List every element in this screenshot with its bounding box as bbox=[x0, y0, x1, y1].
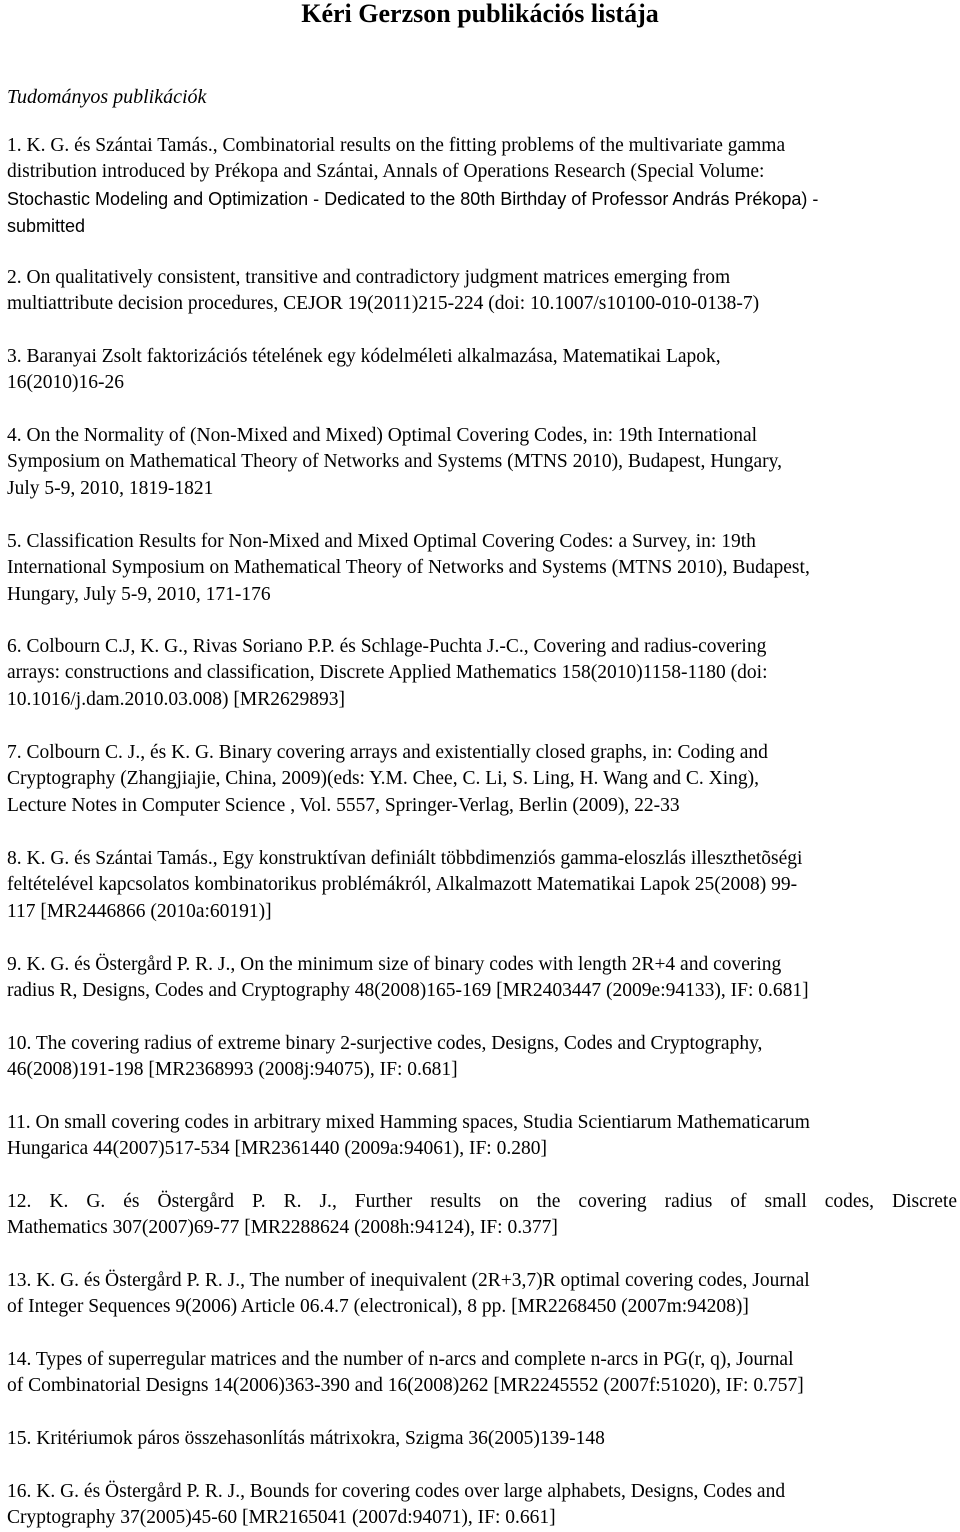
publication-entry bbox=[7, 1189, 957, 1242]
entry-line bbox=[7, 1057, 957, 1083]
entry-line bbox=[7, 555, 957, 581]
entry-line bbox=[7, 687, 957, 713]
entry-line bbox=[7, 1426, 957, 1452]
text-segment: -arcs in PG( bbox=[600, 1349, 695, 1370]
text-segment: 46(2008)191-198 [MR2368993 (2008j:94075), IF: 0.681] bbox=[7, 1059, 458, 1081]
text-segment: 158(2010)1158-1180 (doi: bbox=[556, 662, 768, 684]
text-segment: 48(2008)165-169 [MR2403447 (2009e:94133), IF: 0.681] bbox=[349, 980, 809, 1002]
italic-text: Colbourn C.J, K. G., Rivas Soriano P.P. és Schlage-Puchta J.-C. bbox=[26, 636, 524, 657]
text-segment: , Vol. 5557, Springer-Verlag, Berlin (2009), 22-33 bbox=[285, 794, 680, 816]
entry-line bbox=[7, 186, 957, 213]
italic-text: K. G. és Szántai Tamás. bbox=[26, 848, 213, 869]
entry-line bbox=[7, 1189, 957, 1215]
publication-entry bbox=[7, 952, 957, 1005]
section-subtitle: Tudományos publikációk bbox=[7, 86, 207, 108]
entry-line bbox=[7, 133, 957, 159]
entry-line bbox=[7, 213, 957, 240]
text-segment: 36(2005)139-148 bbox=[463, 1428, 605, 1449]
italic-text: Discrete bbox=[892, 1191, 957, 1212]
text-segment: 19(2011)215-224 (doi: 10.1007/s10100-010-0138-7) bbox=[342, 293, 760, 315]
italic-text: Hungarica bbox=[7, 1138, 89, 1160]
italic-text: Studia Scientiarum Mathematicarum bbox=[522, 1112, 810, 1133]
text-segment: 12. bbox=[7, 1191, 50, 1212]
publication-entry bbox=[7, 529, 957, 608]
text-segment: 6. bbox=[7, 636, 27, 657]
text-segment: , Further results on the covering radius of small codes, bbox=[331, 1191, 893, 1212]
text-segment: , Bounds for covering codes over large alphabets, bbox=[240, 1481, 631, 1502]
text-segment: 11. On small covering codes in arbitrary mixed Hamming spaces, bbox=[7, 1112, 523, 1133]
text-segment: distribution introduced by Prékopa and Szántai, bbox=[7, 161, 383, 183]
publication-entry bbox=[7, 1110, 957, 1163]
italic-text: Szigma bbox=[405, 1428, 464, 1449]
text-segment: radius bbox=[7, 980, 60, 1002]
text-segment: , On the minimum size of binary codes with length 2 bbox=[230, 954, 642, 975]
text-segment: ), bbox=[719, 1349, 737, 1370]
entry-line bbox=[7, 793, 957, 819]
text-segment: , Egy konstruktívan definiált többdimenziós gamma-eloszlás illeszthetõségi bbox=[212, 848, 803, 869]
publication-entry bbox=[7, 846, 957, 925]
entry-line bbox=[7, 1347, 957, 1373]
entry-line bbox=[7, 449, 957, 475]
italic-text: of Integer Sequences bbox=[7, 1296, 171, 1318]
entry-line bbox=[7, 634, 957, 660]
publication-entry bbox=[7, 1031, 957, 1084]
text-segment: 13. bbox=[7, 1270, 37, 1291]
italic-text: R bbox=[487, 1270, 501, 1291]
italic-text: Journal bbox=[736, 1349, 794, 1370]
italic-text: K. G. és Östergård P. R. J. bbox=[36, 1270, 241, 1291]
entry-line bbox=[7, 159, 957, 185]
text-segment: optimal covering codes, bbox=[555, 1270, 753, 1291]
text-segment: 14(2006)363-390 and 16(2008)262 [MR2245552 (2007f:51020), IF: 0.757] bbox=[208, 1375, 804, 1397]
text-segment: Symposium on Mathematical Theory of Networks and Systems (MTNS 2010), Budapest, Hungary, bbox=[7, 451, 783, 473]
text-segment: , Combinatorial results on the fitting problems of the multivariate gamma bbox=[212, 135, 786, 156]
text-segment: 9. bbox=[7, 954, 27, 975]
italic-text: R bbox=[59, 980, 73, 1002]
entry-line bbox=[7, 370, 957, 396]
entry-line bbox=[7, 529, 957, 555]
text-segment: July 5-9, 2010, 1819-1821 bbox=[7, 477, 214, 499]
text-segment: submitted bbox=[7, 216, 86, 237]
text-segment: +4 and covering bbox=[654, 954, 782, 975]
entry-line bbox=[7, 1031, 957, 1057]
text-segment: 25(2008) 99- bbox=[689, 874, 798, 896]
italic-text: q bbox=[710, 1349, 720, 1370]
page-title: Kéri Gerzson publikációs listája bbox=[301, 0, 659, 28]
italic-text: of Combinatorial Designs bbox=[7, 1375, 209, 1397]
text-segment: 14. Types of superregular matrices and the number of n-arcs and complete bbox=[7, 1349, 591, 1370]
entry-line bbox=[7, 660, 957, 686]
italic-text: R bbox=[641, 954, 655, 975]
entry-line bbox=[7, 1479, 957, 1505]
entry-line bbox=[7, 1215, 957, 1241]
text-segment: , Covering and radius-covering bbox=[523, 636, 767, 657]
text-segment: 9(2006) Article 06.4.7 (electronical), 8 pp. [MR2268450 (2007m:94208)] bbox=[170, 1296, 749, 1318]
publication-entry bbox=[7, 344, 957, 397]
text-segment: Binary covering arrays and existentially closed graphs, in: Coding and bbox=[213, 742, 768, 763]
entry-line bbox=[7, 899, 957, 925]
italic-text: Discrete Applied Mathematics bbox=[319, 662, 557, 684]
entry-line bbox=[7, 952, 957, 978]
entry-line bbox=[7, 1505, 957, 1531]
text-segment: 5. Classification Results for Non-Mixed and Mixed Optimal Covering Codes: a Survey, in: 19th bbox=[7, 531, 756, 552]
publication-entry bbox=[7, 1268, 957, 1321]
entry-line bbox=[7, 1373, 957, 1399]
italic-text: K. G. és Östergård P. R. J. bbox=[36, 1481, 241, 1502]
text-segment: 16. bbox=[7, 1481, 37, 1502]
italic-text: K. G. és Szántai Tamás. bbox=[26, 135, 213, 156]
publication-entry bbox=[7, 1479, 957, 1532]
italic-text: Alkalmazott Matematikai Lapok bbox=[435, 874, 690, 896]
italic-text: CEJOR bbox=[283, 293, 343, 315]
entry-line bbox=[7, 476, 957, 502]
italic-text: Designs, Codes and Cryptography bbox=[82, 980, 350, 1002]
italic-text: Lecture Notes in Computer Science bbox=[7, 794, 286, 816]
text-segment: 7. bbox=[7, 742, 27, 763]
entry-line bbox=[7, 265, 957, 291]
italic-text: Designs, Codes and Cryptography, bbox=[491, 1033, 763, 1054]
entry-line bbox=[7, 291, 957, 317]
entry-line bbox=[7, 582, 957, 608]
italic-text: Annals of Operations Research bbox=[382, 161, 626, 183]
italic-text: Matematikai Lapok, bbox=[562, 346, 721, 367]
publication-entry bbox=[7, 133, 957, 241]
publication-entry bbox=[7, 265, 957, 318]
text-segment: multiattribute decision procedures, bbox=[7, 293, 284, 315]
italic-text: Designs, Codes and bbox=[630, 1481, 786, 1502]
text-segment: 2. On qualitatively consistent, transitive and contradictory judgment matrices emerging from bbox=[7, 267, 731, 288]
text-segment: 8. bbox=[7, 848, 27, 869]
italic-text: K. G. és Östergård P. R. J. bbox=[49, 1191, 332, 1212]
italic-text: R bbox=[542, 1270, 556, 1291]
entry-line bbox=[7, 1268, 957, 1294]
entry-line bbox=[7, 1110, 957, 1136]
publication-entry bbox=[7, 1426, 957, 1452]
entry-line bbox=[7, 766, 957, 792]
text-segment: +3,7) bbox=[500, 1270, 543, 1291]
entry-line bbox=[7, 1136, 957, 1162]
entry-line bbox=[7, 978, 957, 1004]
text-segment: arrays: constructions and classification, bbox=[7, 662, 320, 684]
entry-line bbox=[7, 846, 957, 872]
text-segment: feltételével kapcsolatos kombinatorikus problémákról, bbox=[7, 874, 436, 896]
text-segment: 4. On the Normality of (Non-Mixed and Mixed) Optimal Covering Codes, in: 19th International bbox=[7, 425, 758, 446]
italic-text: Mathematics bbox=[7, 1217, 108, 1239]
entry-line bbox=[7, 423, 957, 449]
publication-entry bbox=[7, 423, 957, 502]
italic-text: Colbourn C. J., és K. G. bbox=[26, 742, 214, 763]
text-segment: 10.1016/j.dam.2010.03.008) [MR2629893] bbox=[7, 688, 345, 710]
text-segment: Hungary, July 5-9, 2010, 171-176 bbox=[7, 583, 271, 605]
italic-text: r bbox=[694, 1349, 701, 1370]
italic-text: Journal bbox=[752, 1270, 810, 1291]
publication-entry bbox=[7, 740, 957, 819]
italic-text: n bbox=[590, 1349, 601, 1370]
publication-entry bbox=[7, 634, 957, 713]
text-segment: Cryptography (Zhangjiajie, China, 2009)(eds: Y.M. Chee, C. Li, S. Ling, H. Wang and C. Xing), bbox=[7, 768, 759, 790]
text-segment: Stochastic Modeling and Optimization - Dedicated to the 80th Birthday of Professor András Prékopa) - bbox=[7, 188, 819, 209]
text-segment: 3. Baranyai Zsolt faktorizációs tételének egy kódelméleti alkalmazása, bbox=[7, 346, 563, 367]
text-segment: 117 [MR2446866 (2010a:60191)] bbox=[7, 900, 272, 922]
text-segment: (Special Volume: bbox=[625, 161, 765, 183]
entry-line bbox=[7, 872, 957, 898]
text-segment: , bbox=[72, 980, 83, 1002]
italic-text: Cryptography bbox=[7, 1507, 116, 1529]
publication-entry bbox=[7, 1347, 957, 1400]
entry-line bbox=[7, 740, 957, 766]
text-segment: 15. Kritériumok páros összehasonlítás mátrixokra, bbox=[7, 1428, 406, 1449]
text-segment: 37(2005)45-60 [MR2165041 (2007d:94071), IF: 0.661] bbox=[115, 1507, 556, 1529]
text-segment: , The number of inequivalent (2 bbox=[240, 1270, 488, 1291]
italic-text: K. G. és Östergård P. R. J. bbox=[26, 954, 231, 975]
text-segment: 307(2007)69-77 [MR2288624 (2008h:94124), IF: 0.377] bbox=[107, 1217, 558, 1239]
text-segment: 16(2010)16-26 bbox=[7, 372, 124, 394]
text-segment: 1. bbox=[7, 135, 27, 156]
entry-line bbox=[7, 344, 957, 370]
text-segment: 10. The covering radius of extreme binary 2-surjective codes, bbox=[7, 1033, 492, 1054]
entry-line bbox=[7, 1294, 957, 1320]
text-segment: 44(2007)517-534 [MR2361440 (2009a:94061), IF: 0.280] bbox=[88, 1138, 547, 1160]
text-segment: International Symposium on Mathematical Theory of Networks and Systems (MTNS 2010), Budapest, bbox=[7, 557, 810, 579]
text-segment: , bbox=[700, 1349, 711, 1370]
